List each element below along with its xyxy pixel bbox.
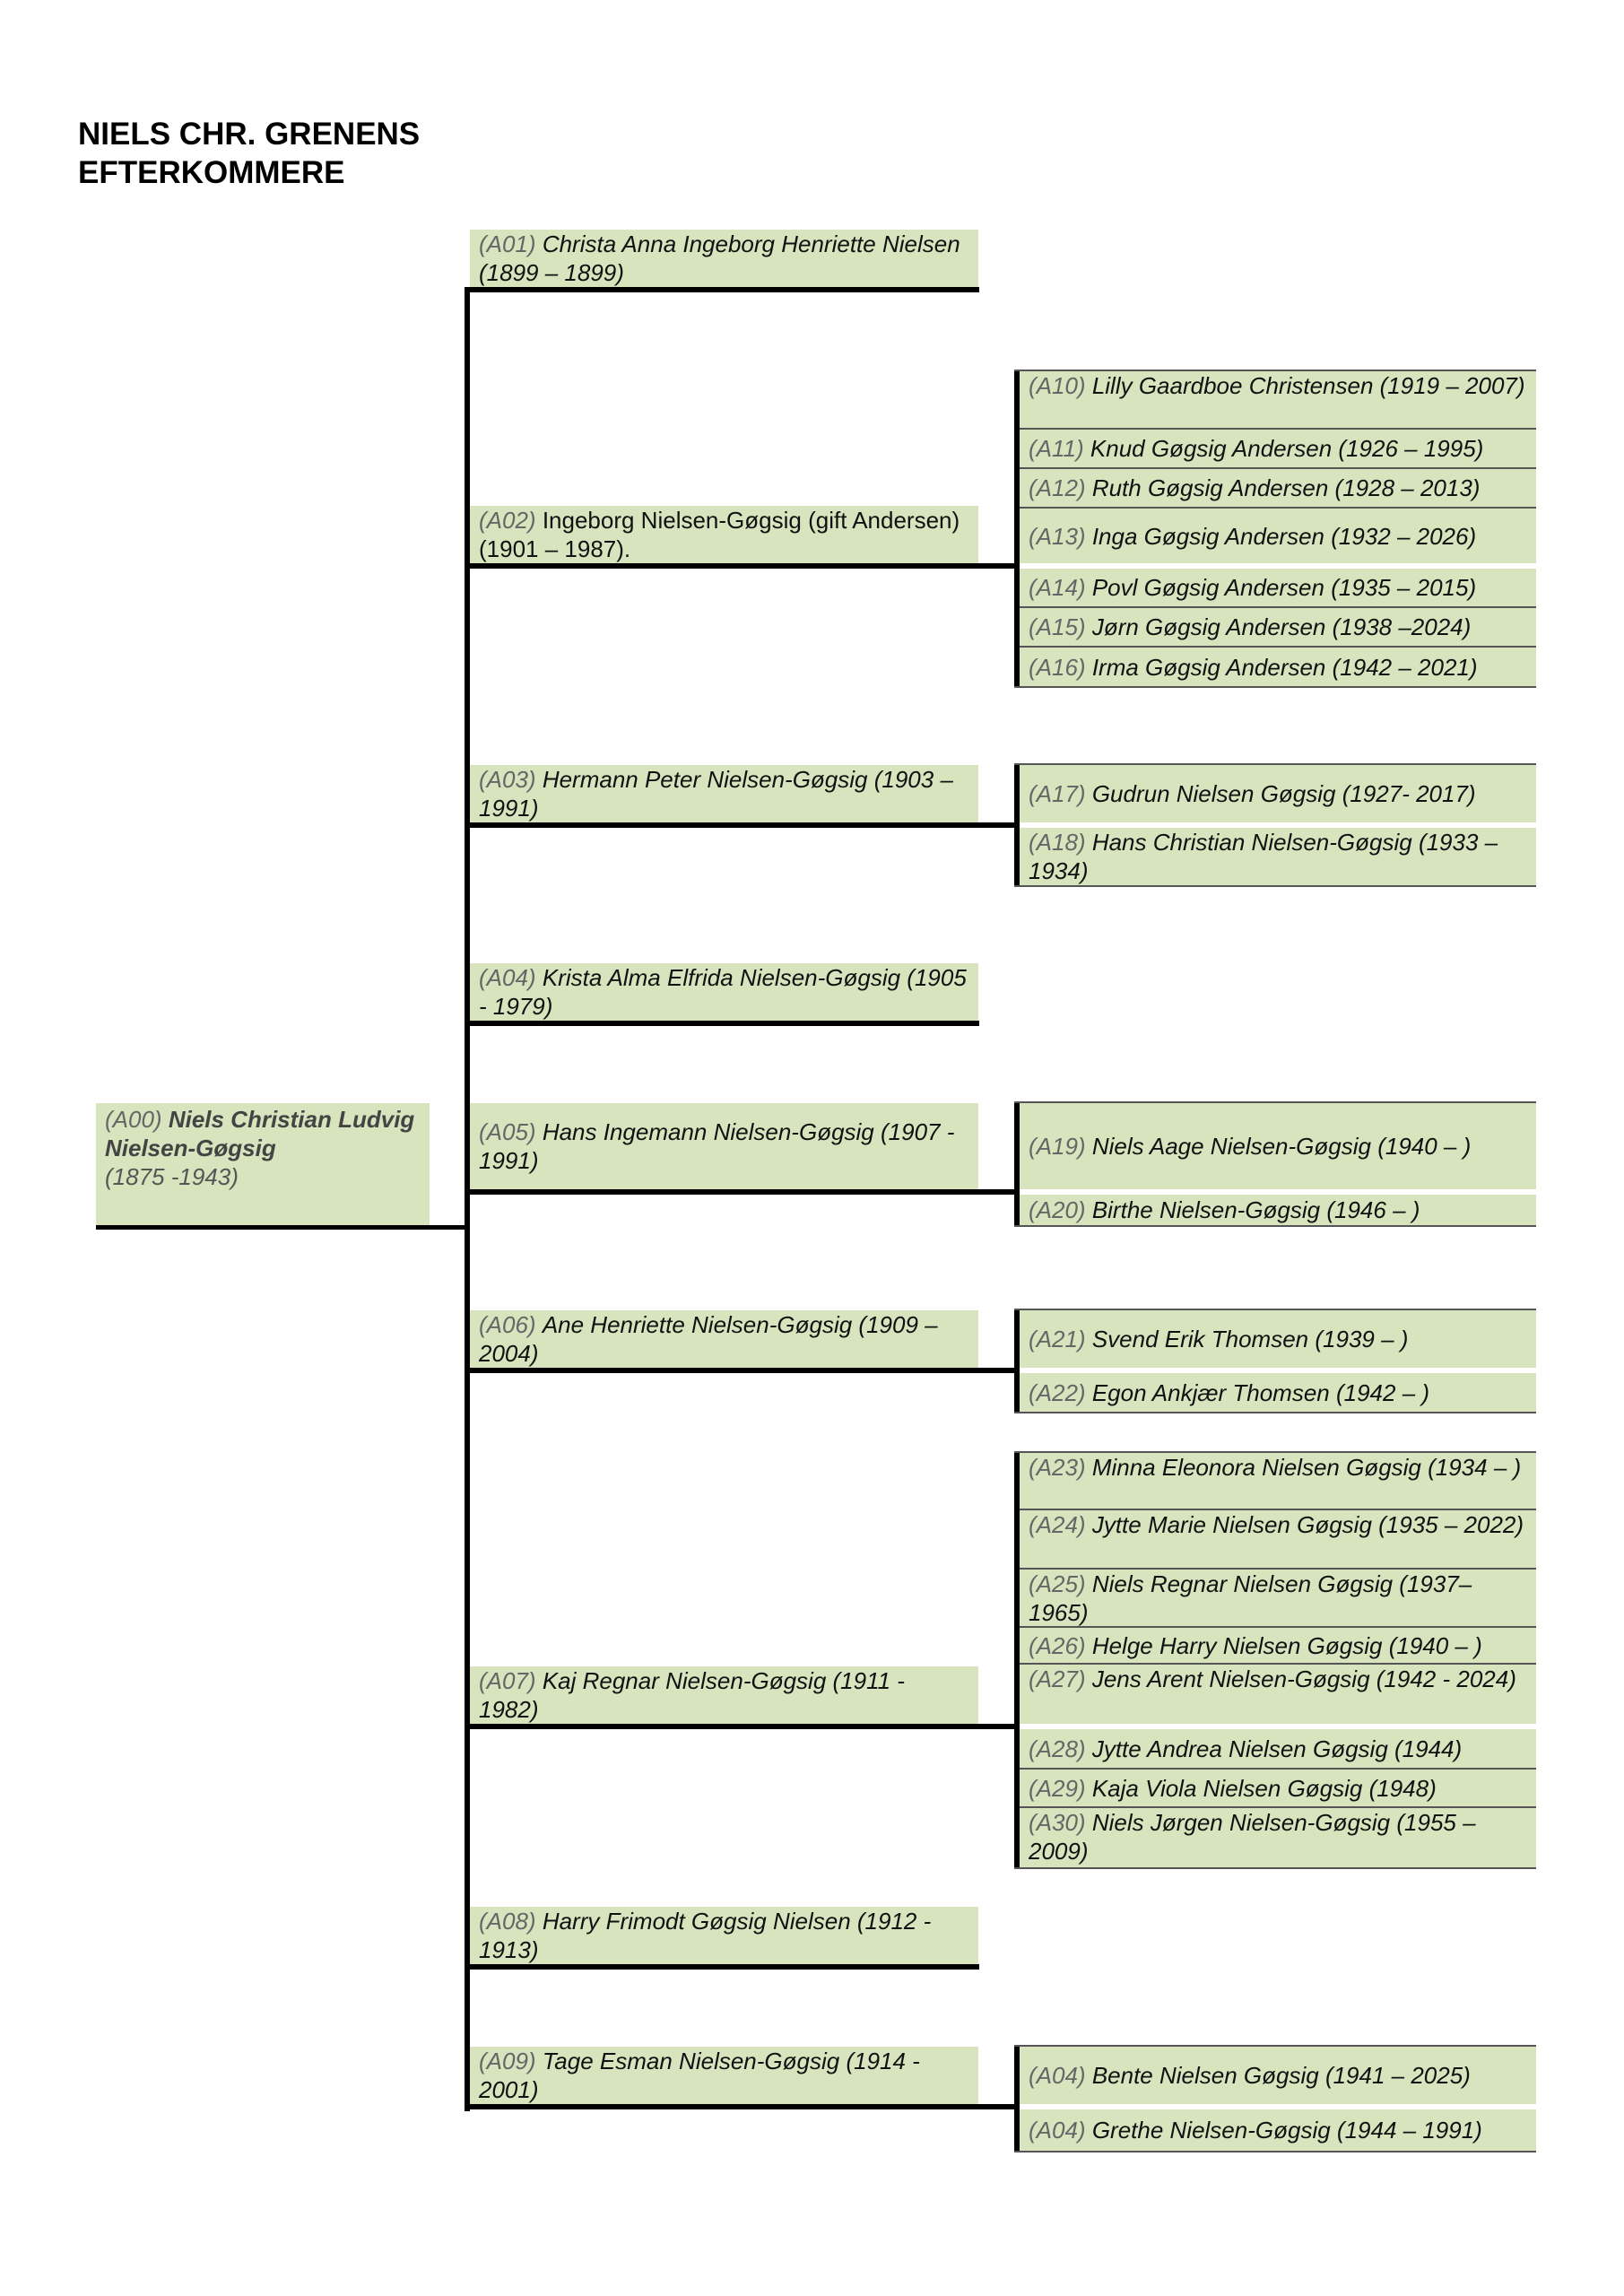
person-name: Kaja Viola Nielsen Gøgsig (1948) xyxy=(1091,1774,1437,1802)
child-box-a09 xyxy=(470,2047,978,2106)
grandchild-box-a28 xyxy=(1020,1729,1536,1768)
title-line-1: NIELS CHR. GRENENS xyxy=(78,117,421,152)
person-name: Krista Alma Elfrida Nielsen-Gøgsig (1905 - 1979) xyxy=(479,964,967,1020)
grandchild-box-a26 xyxy=(1020,1628,1536,1663)
person-code: (A02) xyxy=(479,507,536,534)
person-code: (A12) xyxy=(1029,474,1086,501)
child-connector xyxy=(465,1964,979,1970)
child-connector xyxy=(465,1021,979,1026)
page-title xyxy=(78,115,420,192)
group-bottom-border xyxy=(1014,2151,1536,2152)
person-code: (A15) xyxy=(1029,613,1086,640)
grandchild-box-a16 xyxy=(1020,648,1536,686)
person-name: Christa Anna Ingeborg Henriette Nielsen (1899 – 1899) xyxy=(479,230,960,286)
person-name: Lilly Gaardboe Christensen (1919 – 2007) xyxy=(1091,372,1525,399)
person-code: (A07) xyxy=(479,1667,536,1694)
group-bottom-border xyxy=(1014,885,1536,887)
child-connector xyxy=(465,287,979,292)
grandchild-box-a11 xyxy=(1020,430,1536,467)
person-name: Tage Esman Nielsen-Gøgsig (1914 - 2001) xyxy=(479,2048,920,2103)
person-name: Birthe Nielsen-Gøgsig (1946 – ) xyxy=(1091,1196,1420,1223)
child-box-a05 xyxy=(470,1103,978,1189)
person-name: Jørn Gøgsig Andersen (1938 –2024) xyxy=(1091,613,1472,640)
child-box-a06 xyxy=(470,1310,978,1370)
group-bottom-border xyxy=(1014,686,1536,688)
person-name: Jens Arent Nielsen-Gøgsig (1942 - 2024) xyxy=(1091,1665,1516,1692)
person-name: Egon Ankjær Thomsen (1942 – ) xyxy=(1091,1378,1430,1406)
grandchild-box-a15 xyxy=(1020,608,1536,646)
child-box-a07 xyxy=(470,1666,978,1726)
grandchild-box-a23 xyxy=(1020,1453,1536,1509)
grandchild-box-a12 xyxy=(1020,469,1536,507)
person-name: Minna Eleonora Nielsen Gøgsig (1934 – ) xyxy=(1091,1454,1522,1481)
person-name: Svend Erik Thomsen (1939 – ) xyxy=(1091,1326,1409,1352)
person-code: (A25) xyxy=(1029,1570,1086,1597)
person-years: (1875 -1943) xyxy=(105,1163,239,1190)
person-name: Gudrun Nielsen Gøgsig (1927- 2017) xyxy=(1091,780,1476,807)
person-name: Jytte Andrea Nielsen Gøgsig (1944) xyxy=(1091,1735,1463,1762)
group-bottom-border xyxy=(1014,1412,1536,1413)
person-code: (A10) xyxy=(1029,372,1086,399)
person-name: Niels Jørgen Nielsen-Gøgsig (1955 – 2009) xyxy=(1029,1809,1476,1865)
person-code: (A27) xyxy=(1029,1665,1086,1692)
person-name: Bente Nielsen Gøgsig (1941 – 2025) xyxy=(1091,2062,1471,2089)
person-code: (A16) xyxy=(1029,653,1086,681)
person-name: Niels Regnar Nielsen Gøgsig (1937– 1965) xyxy=(1029,1570,1472,1626)
person-name: Grethe Nielsen-Gøgsig (1944 – 1991) xyxy=(1091,2117,1482,2144)
person-code: (A23) xyxy=(1029,1454,1086,1481)
child-connector xyxy=(465,1724,1017,1729)
person-code: (A11) xyxy=(1029,435,1084,462)
person-name: Jytte Marie Nielsen Gøgsig (1935 – 2022) xyxy=(1091,1511,1524,1538)
grandchild-box-a25 xyxy=(1020,1570,1536,1626)
child-box-a03 xyxy=(470,765,978,824)
person-name: Ingeborg Nielsen-Gøgsig (gift Andersen) (1901 – 1987). xyxy=(479,507,960,562)
person-code: (A20) xyxy=(1029,1196,1086,1223)
child-box-a02 xyxy=(470,506,978,565)
person-name: Knud Gøgsig Andersen (1926 – 1995) xyxy=(1090,435,1484,462)
person-code: (A03) xyxy=(479,766,536,793)
person-code: (A13) xyxy=(1029,522,1086,550)
person-name: Hermann Peter Nielsen-Gøgsig (1903 – 1991) xyxy=(479,766,953,822)
person-name: Povl Gøgsig Andersen (1935 – 2015) xyxy=(1091,574,1477,601)
grandchild-box-a27 xyxy=(1020,1665,1536,1724)
person-code: (A01) xyxy=(479,230,536,257)
person-code: (A09) xyxy=(479,2048,536,2074)
grandchild-box-a29 xyxy=(1020,1770,1536,1806)
child-connector xyxy=(465,1368,1017,1373)
person-code: (A19) xyxy=(1029,1133,1086,1160)
person-code: (A28) xyxy=(1029,1735,1086,1762)
grandchild-box-a18 xyxy=(1020,828,1536,885)
child-connector xyxy=(465,822,1017,828)
person-name: Hans Ingemann Nielsen-Gøgsig (1907 - 1991) xyxy=(479,1118,955,1174)
grandchild-box-a21 xyxy=(1020,1310,1536,1368)
person-code: (A26) xyxy=(1029,1631,1086,1659)
person-name: Ruth Gøgsig Andersen (1928 – 2013) xyxy=(1091,474,1481,501)
grandchild-box-a20 xyxy=(1020,1195,1536,1225)
grandchild-box-a04-bente xyxy=(1020,2047,1536,2104)
child-connector xyxy=(465,2104,1017,2109)
person-code: (A04) xyxy=(479,964,536,991)
grandchild-box-a24 xyxy=(1020,1510,1536,1568)
person-name: Helge Harry Nielsen Gøgsig (1940 – ) xyxy=(1091,1631,1482,1659)
person-code: (A06) xyxy=(479,1311,536,1338)
person-code: (A05) xyxy=(479,1118,536,1145)
title-line-2: EFTERKOMMERE xyxy=(78,155,345,190)
person-name: Niels Aage Nielsen-Gøgsig (1940 – ) xyxy=(1091,1133,1472,1160)
person-name: Ane Henriette Nielsen-Gøgsig (1909 – 2004) xyxy=(479,1311,938,1367)
person-code: (A04) xyxy=(1029,2117,1086,2144)
grandchild-box-a17 xyxy=(1020,765,1536,822)
person-code: (A29) xyxy=(1029,1774,1086,1802)
child-box-a08 xyxy=(470,1907,978,1966)
person-name: Harry Frimodt Gøgsig Nielsen (1912 - 1913) xyxy=(479,1908,932,1963)
root-person-box xyxy=(96,1103,430,1226)
grandchild-box-a30 xyxy=(1020,1808,1536,1867)
person-code: (A08) xyxy=(479,1908,536,1935)
person-code: (A22) xyxy=(1029,1378,1086,1406)
person-code: (A14) xyxy=(1029,574,1086,601)
group-bottom-border xyxy=(1014,1867,1536,1869)
child-connector xyxy=(465,563,1017,569)
person-code: (A18) xyxy=(1029,829,1086,856)
person-code: (A17) xyxy=(1029,780,1086,807)
person-name: Hans Christian Nielsen-Gøgsig (1933 – 1934) xyxy=(1029,829,1498,884)
group-bottom-border xyxy=(1014,1225,1536,1227)
grandchild-box-a22 xyxy=(1020,1373,1536,1412)
person-code: (A04) xyxy=(1029,2062,1086,2089)
grandchild-box-a13 xyxy=(1020,509,1536,563)
child-connector xyxy=(465,1189,1017,1195)
person-name: Irma Gøgsig Andersen (1942 – 2021) xyxy=(1091,653,1478,681)
grandchild-box-a04-grethe xyxy=(1020,2109,1536,2151)
person-code: (A21) xyxy=(1029,1326,1086,1352)
root-connector xyxy=(96,1225,470,1230)
grandchild-box-a14 xyxy=(1020,569,1536,606)
child-box-a01 xyxy=(470,230,978,289)
person-code: (A24) xyxy=(1029,1511,1086,1538)
child-box-a04 xyxy=(470,963,978,1022)
grandchild-box-a19 xyxy=(1020,1103,1536,1189)
person-name: Inga Gøgsig Andersen (1932 – 2026) xyxy=(1091,522,1477,550)
person-code: (A00) xyxy=(105,1106,162,1133)
person-name: Niels Christian Ludvig Nielsen-Gøgsig xyxy=(105,1106,415,1161)
grandchild-box-a10 xyxy=(1020,371,1536,428)
person-name: Kaj Regnar Nielsen-Gøgsig (1911 - 1982) xyxy=(479,1667,905,1723)
person-code: (A30) xyxy=(1029,1809,1086,1836)
